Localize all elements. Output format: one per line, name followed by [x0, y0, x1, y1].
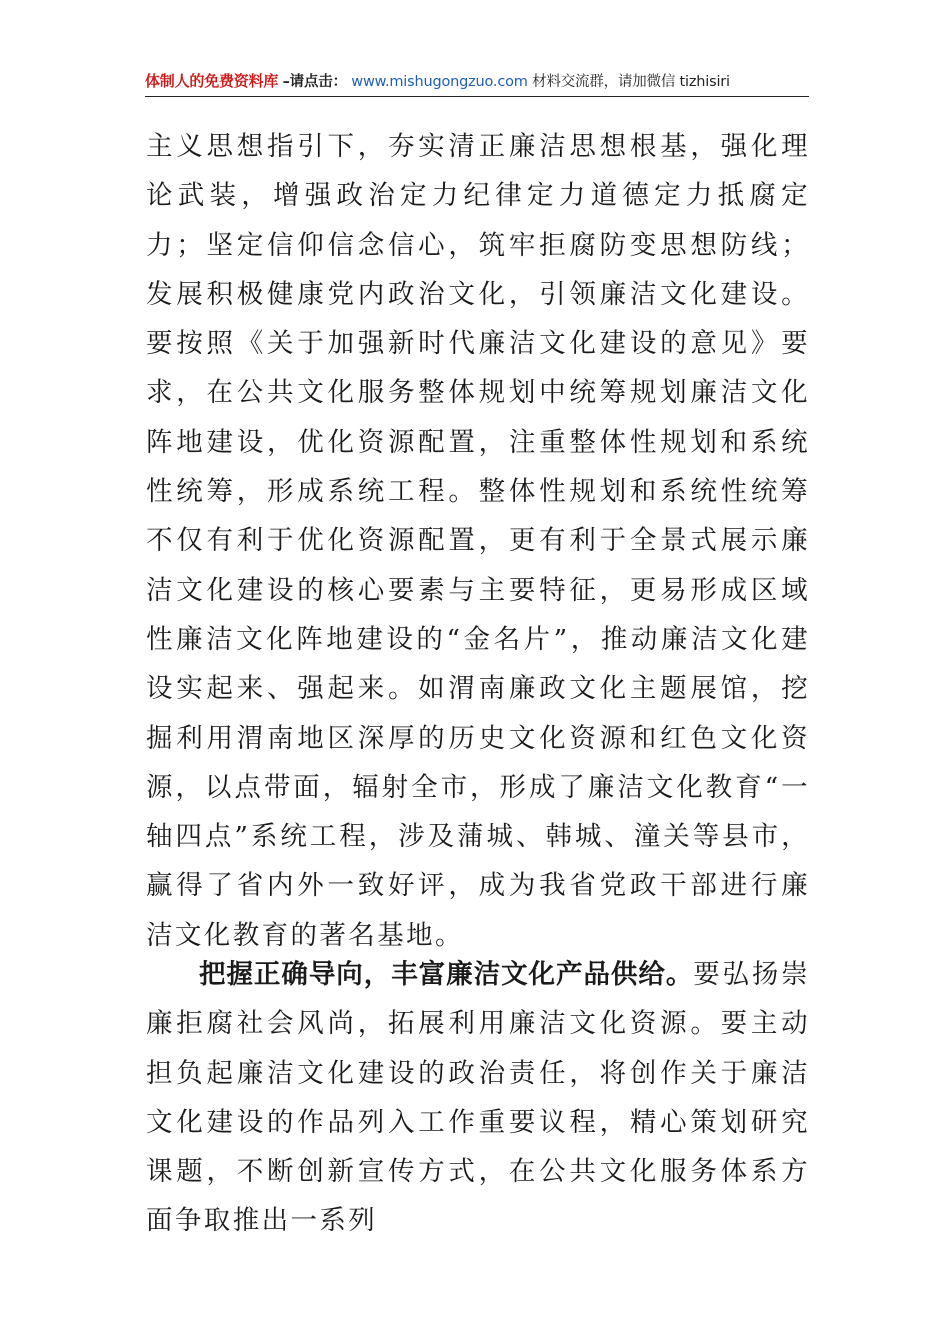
header-prompt: –请点击： [282, 74, 347, 90]
paragraph-2 [146, 950, 810, 1246]
page-header [145, 68, 809, 97]
document-body [146, 122, 810, 960]
document-section [146, 950, 810, 1246]
header-wechat-note: 材料交流群，请加微信 tizhisiri [532, 74, 730, 90]
header-brand: 体制人的免费资料库 [145, 72, 279, 90]
paragraph-2-lead-heading: 把握正确导向，丰富廉洁文化产品供给。 [199, 959, 694, 990]
paragraph-1: 主义思想指引下，夯实清正廉洁思想根基，强化理论武装，增强政治定力纪律定力道德定力抵腐定力；坚定信仰信念信心，筑牢拒腐防变思想防线；发展积极健康党内政治文化，引领廉洁文化建设。要按照《关于加强新时代廉洁文化建设的意见》要求，在公共文化服务整体规划中统筹规划廉洁文化阵地建设，优化资源配置，注重整体性规划和系统性统筹，形成系统工程。整体性规划和系统性统筹不仅有利于优化资源配置，更有利于全景式展示廉洁文化建设的核心要素与主要特征，更易形成区域性廉洁文化阵地建设的“金名片”，推动廉洁文化建设实起来、强起来。如渭南廉政文化主题展馆，挖掘利用渭南地区深厚的历史文化资源和红色文化资源，以点带面，辐射全市，形成了廉洁文化教育“一轴四点”系统工程，涉及蒲城、韩城、潼关等县市，赢得了省内外一致好评，成为我省党政干部进行廉洁文化教育的著名基地。 [146, 131, 810, 951]
header-url-link[interactable]: www.mishugongzuo.com [351, 74, 528, 90]
paragraph-2-text: 要弘扬崇廉拒腐社会风尚，拓展利用廉洁文化资源。要主动担负起廉洁文化建设的政治责任，将创作关于廉洁文化建设的作品列入工作重要议程，精心策划研究课题，不断创新宣传方式，在公共文化服务体系方面争取推出一系列 [146, 959, 810, 1237]
